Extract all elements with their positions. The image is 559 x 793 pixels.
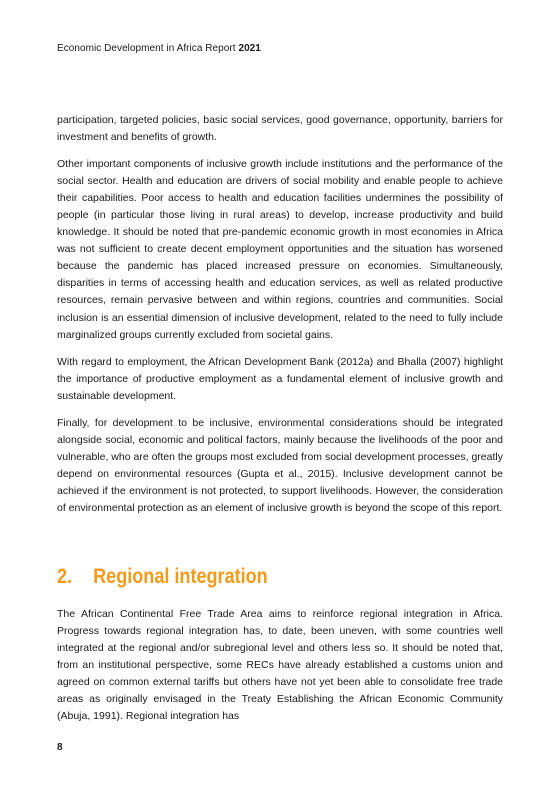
- paragraph-1: participation, targeted policies, basic social services, good governance, opportunity, barriers for investment and benefits of growth.: [57, 114, 503, 144]
- section-heading: [57, 565, 268, 589]
- report-year: 2021: [238, 43, 261, 54]
- section-number: 2.: [57, 565, 73, 588]
- section-title: Regional integration: [93, 565, 268, 588]
- body-text: [57, 112, 503, 527]
- section-body: [57, 606, 503, 725]
- paragraph-2: Other important components of inclusive growth include institutions and the performance of the social sector. Health and education are drivers of social mobility and enable people to achieve their capabilities. Poor access to health and education facilities undermines the possibility of people (in particular those living in rural areas) to develop, increase productivity and build knowledge. It should be noted that pre-pandemic economic growth in most economies in Africa was not sufficient to create decent employment opportunities and the situation has worsened because the pandemic has placed increased pressure on economies. Simultaneously, disparities in terms of accessing health and education services, as well as related productive resources, remain pervasive between and within regions, countries and communities. Social inclusion is an essential dimension of inclusive development, related to the need to fully include marginalized groups currently excluded from societal gains.: [57, 158, 503, 341]
- page-number: 8: [57, 742, 63, 753]
- paragraph-3: With regard to employment, the African Development Bank (2012a) and Bhalla (2007) highlight the importance of productive employment as a fundamental element of inclusive growth and sustainable development.: [57, 355, 503, 402]
- section-paragraph: The African Continental Free Trade Area aims to reinforce regional integration in Africa. Progress towards regional integration has, to date, been uneven, with some countries well integrated at the regional and/or subregional level and others less so. It should be noted that, from an institutional perspective, some RECs have already established a customs union and agreed on common external tariffs but others have not yet been able to consolidate free trade areas as originally envisaged in the Treaty Establishing the African Economic Community (Abuja, 1991). Regional integration has: [57, 608, 503, 723]
- paragraph-4: Finally, for development to be inclusive, environmental considerations should be integrated alongside social, economic and political factors, mainly because the livelihoods of the poor and vulnerable, who are often the groups most excluded from social development processes, greatly depend on environmental resources (Gupta et al., 2015). Inclusive development cannot be achieved if the environment is not protected, to support livelihoods. However, the consideration of environmental protection as an element of inclusive growth is beyond the scope of this report.: [57, 416, 503, 514]
- report-title: Economic Development in Africa Report: [57, 43, 236, 54]
- running-header: [57, 43, 261, 54]
